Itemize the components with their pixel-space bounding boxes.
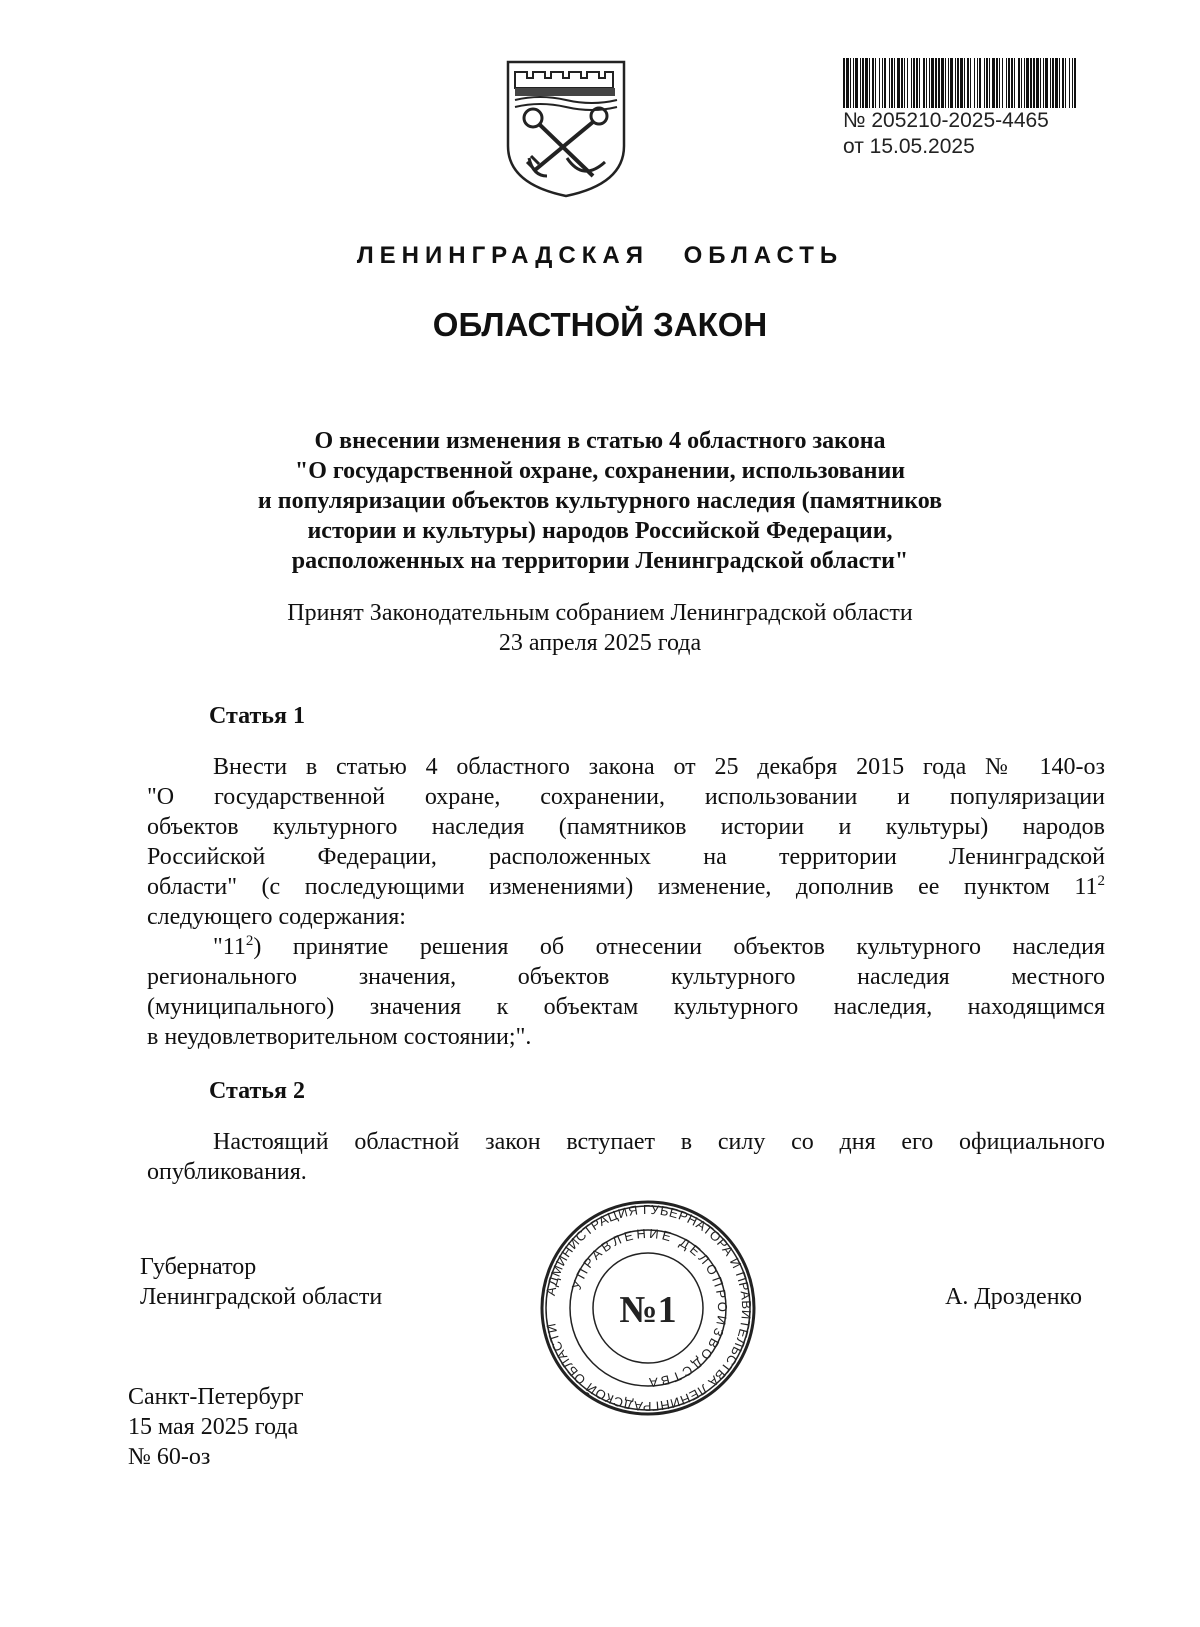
superscript: 2	[1097, 873, 1105, 889]
quoted-line	[147, 932, 1105, 962]
place-date-block	[128, 1382, 304, 1472]
quoted-text: ) принятие решения об отнесении объектов культурного наследия	[253, 934, 1105, 960]
quote-open: "11	[213, 934, 246, 960]
coat-of-arms-icon	[505, 58, 627, 198]
quoted-line: (муниципального) значения к объектам культурного наследия, находящимся	[147, 994, 1105, 1020]
article-2-body	[147, 1127, 1105, 1187]
adoption-line: Принят Законодательным собранием Ленинградской области	[287, 600, 913, 626]
superscript: 2	[245, 933, 254, 949]
law-type: ОБЛАСТНОЙ ЗАКОН	[432, 306, 768, 343]
article-1-heading: Статья 1	[209, 703, 305, 729]
article-1-line: Внести в статью 4 областного закона от 25 декабря 2015 года № 140-оз	[213, 754, 1105, 780]
seal-outer-text: АДМИНИСТРАЦИЯ ГУБЕРНАТОРА И ПРАВИТЕЛЬСТВА ЛЕНИНГРАДСКОЙ ОБЛАСТИ	[542, 1201, 755, 1415]
registration-block	[843, 108, 1049, 160]
seal-inner-text: УПРАВЛЕНИЕ ДЕЛОПРОИЗВОДСТВА	[568, 1225, 731, 1391]
article-1-line-text: области" (с последующими изменениями) изменение, дополнив ее пунктом 11	[147, 874, 1098, 900]
position-line: Ленинградской области	[140, 1284, 383, 1310]
registration-number: № 205210-2025-4465	[843, 109, 1049, 132]
article-2-line: Настоящий областной закон вступает в силу со дня его официального	[213, 1129, 1105, 1155]
registration-date: от 15.05.2025	[843, 135, 975, 158]
position-line: Губернатор	[140, 1254, 257, 1280]
article-1-line: объектов культурного наследия (памятников истории и культуры) народов	[147, 814, 1105, 840]
quoted-line: в неудовлетворительном состоянии;".	[147, 1024, 532, 1050]
article-1-line: Российской Федерации, расположенных на территории Ленинградской	[147, 844, 1105, 870]
signatory-name: А. Дрозденко	[945, 1284, 1082, 1310]
law-number: № 60-оз	[128, 1444, 211, 1470]
title-line: расположенных на территории Ленинградской области"	[291, 548, 909, 574]
adoption-note	[150, 598, 1050, 658]
article-1-line: следующего содержания:	[147, 904, 406, 930]
article-2-heading: Статья 2	[209, 1078, 305, 1104]
city: Санкт-Петербург	[128, 1384, 304, 1410]
adoption-date: 23 апреля 2025 года	[498, 630, 702, 656]
law-title	[150, 426, 1050, 576]
signatory-position	[140, 1252, 382, 1312]
region-name: ЛЕНИНГРАДСКАЯ ОБЛАСТЬ	[356, 242, 844, 269]
article-1-line	[147, 872, 1105, 902]
title-line: О внесении изменения в статью 4 областного закона	[314, 428, 886, 454]
barcode	[843, 58, 1081, 108]
sign-date: 15 мая 2025 года	[128, 1414, 299, 1440]
article-2-line: опубликования.	[147, 1159, 307, 1185]
article-1-body	[147, 752, 1105, 1052]
official-seal	[538, 1198, 758, 1418]
barcode-bar	[1076, 58, 1079, 108]
seal-center: №1	[619, 1289, 677, 1331]
title-line: истории и культуры) народов Российской Федерации,	[307, 518, 893, 544]
quoted-line: регионального значения, объектов культурного наследия местного	[147, 964, 1105, 990]
article-1-line: "О государственной охране, сохранении, использовании и популяризации	[147, 784, 1105, 810]
title-line: и популяризации объектов культурного наследия (памятников	[257, 488, 943, 514]
title-line: "О государственной охране, сохранении, использовании	[294, 458, 906, 484]
